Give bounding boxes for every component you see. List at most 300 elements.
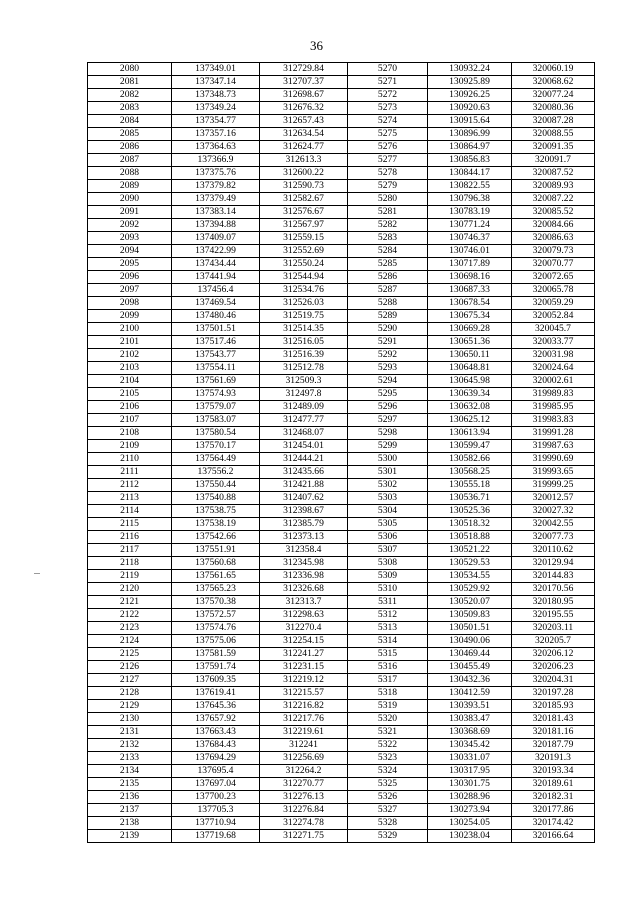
y-coordinate-left: 312219.61 — [260, 726, 348, 739]
x-coordinate-right: 130490.06 — [428, 635, 512, 648]
x-coordinate-left: 137349.01 — [172, 63, 260, 76]
point-number-left: 2133 — [88, 752, 172, 765]
x-coordinate-left: 137719.68 — [172, 830, 260, 843]
table-row — [88, 622, 595, 635]
table-row — [88, 804, 595, 817]
point-number-right: 5291 — [348, 336, 428, 349]
x-coordinate-right: 130432.36 — [428, 674, 512, 687]
y-coordinate-right: 320170.56 — [512, 583, 595, 596]
y-coordinate-left: 312373.13 — [260, 531, 348, 544]
y-coordinate-right: 320065.78 — [512, 284, 595, 297]
y-coordinate-left: 312657.43 — [260, 115, 348, 128]
y-coordinate-right: 320181.16 — [512, 726, 595, 739]
y-coordinate-right: 320187.79 — [512, 739, 595, 752]
y-coordinate-left: 312590.73 — [260, 180, 348, 193]
y-coordinate-right: 320181.43 — [512, 713, 595, 726]
table-row — [88, 336, 595, 349]
y-coordinate-left: 312454.01 — [260, 440, 348, 453]
point-number-left: 2128 — [88, 687, 172, 700]
table-row — [88, 687, 595, 700]
table-row — [88, 128, 595, 141]
y-coordinate-left: 312241.27 — [260, 648, 348, 661]
point-number-right: 5299 — [348, 440, 428, 453]
point-number-right: 5322 — [348, 739, 428, 752]
y-coordinate-right: 320089.93 — [512, 180, 595, 193]
table-row — [88, 245, 595, 258]
x-coordinate-right: 130651.36 — [428, 336, 512, 349]
table-row — [88, 791, 595, 804]
x-coordinate-right: 130771.24 — [428, 219, 512, 232]
y-coordinate-right: 320174.42 — [512, 817, 595, 830]
point-number-left: 2088 — [88, 167, 172, 180]
y-coordinate-left: 312698.67 — [260, 89, 348, 102]
point-number-left: 2138 — [88, 817, 172, 830]
page-number: 36 — [310, 38, 323, 53]
y-coordinate-right: 319983.83 — [512, 414, 595, 427]
table-row — [88, 427, 595, 440]
x-coordinate-left: 137517.46 — [172, 336, 260, 349]
coordinates-table-body — [88, 63, 595, 843]
y-coordinate-right: 320180.95 — [512, 596, 595, 609]
table-row — [88, 505, 595, 518]
x-coordinate-right: 130822.55 — [428, 180, 512, 193]
x-coordinate-right: 130632.08 — [428, 401, 512, 414]
y-coordinate-right: 320084.66 — [512, 219, 595, 232]
point-number-right: 5303 — [348, 492, 428, 505]
table-row — [88, 635, 595, 648]
point-number-right: 5277 — [348, 154, 428, 167]
point-number-left: 2119 — [88, 570, 172, 583]
point-number-right: 5294 — [348, 375, 428, 388]
table-row — [88, 232, 595, 245]
y-coordinate-right: 320052.84 — [512, 310, 595, 323]
x-coordinate-right: 130639.34 — [428, 388, 512, 401]
table-row — [88, 89, 595, 102]
x-coordinate-left: 137542.66 — [172, 531, 260, 544]
y-coordinate-right: 320182.31 — [512, 791, 595, 804]
point-number-right: 5307 — [348, 544, 428, 557]
x-coordinate-left: 137570.17 — [172, 440, 260, 453]
x-coordinate-right: 130599.47 — [428, 440, 512, 453]
x-coordinate-left: 137441.94 — [172, 271, 260, 284]
x-coordinate-left: 137695.4 — [172, 765, 260, 778]
x-coordinate-left: 137609.35 — [172, 674, 260, 687]
point-number-left: 2095 — [88, 258, 172, 271]
x-coordinate-left: 137554.11 — [172, 362, 260, 375]
y-coordinate-right: 320206.12 — [512, 648, 595, 661]
point-number-left: 2126 — [88, 661, 172, 674]
table-row — [88, 609, 595, 622]
x-coordinate-right: 130254.05 — [428, 817, 512, 830]
x-coordinate-right: 130645.98 — [428, 375, 512, 388]
table-row — [88, 661, 595, 674]
point-number-left: 2117 — [88, 544, 172, 557]
x-coordinate-right: 130273.94 — [428, 804, 512, 817]
x-coordinate-left: 137354.77 — [172, 115, 260, 128]
margin-tick-mark — [34, 573, 40, 574]
table-row — [88, 830, 595, 843]
point-number-right: 5312 — [348, 609, 428, 622]
y-coordinate-right: 320144.83 — [512, 570, 595, 583]
x-coordinate-left: 137560.68 — [172, 557, 260, 570]
x-coordinate-right: 130783.19 — [428, 206, 512, 219]
table-row — [88, 271, 595, 284]
x-coordinate-right: 130509.83 — [428, 609, 512, 622]
point-number-left: 2098 — [88, 297, 172, 310]
y-coordinate-right: 320110.62 — [512, 544, 595, 557]
point-number-left: 2096 — [88, 271, 172, 284]
x-coordinate-left: 137572.57 — [172, 609, 260, 622]
y-coordinate-right: 319987.63 — [512, 440, 595, 453]
y-coordinate-left: 312398.67 — [260, 505, 348, 518]
point-number-right: 5324 — [348, 765, 428, 778]
x-coordinate-right: 130746.01 — [428, 245, 512, 258]
point-number-right: 5272 — [348, 89, 428, 102]
y-coordinate-right: 320177.86 — [512, 804, 595, 817]
table-row — [88, 557, 595, 570]
x-coordinate-left: 137619.41 — [172, 687, 260, 700]
y-coordinate-right: 320166.64 — [512, 830, 595, 843]
point-number-left: 2091 — [88, 206, 172, 219]
y-coordinate-right: 320088.55 — [512, 128, 595, 141]
point-number-left: 2104 — [88, 375, 172, 388]
y-coordinate-right: 320197.28 — [512, 687, 595, 700]
table-row — [88, 518, 595, 531]
table-row — [88, 349, 595, 362]
y-coordinate-right: 319990.69 — [512, 453, 595, 466]
x-coordinate-left: 137564.49 — [172, 453, 260, 466]
x-coordinate-left: 137591.74 — [172, 661, 260, 674]
x-coordinate-right: 130698.16 — [428, 271, 512, 284]
point-number-left: 2132 — [88, 739, 172, 752]
point-number-left: 2118 — [88, 557, 172, 570]
table-row — [88, 297, 595, 310]
x-coordinate-right: 130613.94 — [428, 427, 512, 440]
table-row — [88, 401, 595, 414]
point-number-right: 5285 — [348, 258, 428, 271]
x-coordinate-right: 130678.54 — [428, 297, 512, 310]
x-coordinate-left: 137705.3 — [172, 804, 260, 817]
x-coordinate-right: 130501.51 — [428, 622, 512, 635]
x-coordinate-right: 130525.36 — [428, 505, 512, 518]
point-number-right: 5316 — [348, 661, 428, 674]
y-coordinate-left: 312477.77 — [260, 414, 348, 427]
y-coordinate-left: 312576.67 — [260, 206, 348, 219]
x-coordinate-left: 137583.07 — [172, 414, 260, 427]
x-coordinate-left: 137645.36 — [172, 700, 260, 713]
point-number-right: 5308 — [348, 557, 428, 570]
y-coordinate-right: 320087.52 — [512, 167, 595, 180]
y-coordinate-left: 312270.77 — [260, 778, 348, 791]
table-row — [88, 479, 595, 492]
point-number-right: 5309 — [348, 570, 428, 583]
x-coordinate-left: 137551.91 — [172, 544, 260, 557]
x-coordinate-right: 130925.89 — [428, 76, 512, 89]
point-number-right: 5282 — [348, 219, 428, 232]
y-coordinate-right: 320077.24 — [512, 89, 595, 102]
point-number-left: 2134 — [88, 765, 172, 778]
x-coordinate-right: 130920.63 — [428, 102, 512, 115]
table-row — [88, 583, 595, 596]
x-coordinate-right: 130717.89 — [428, 258, 512, 271]
x-coordinate-left: 137347.14 — [172, 76, 260, 89]
y-coordinate-right: 320079.73 — [512, 245, 595, 258]
x-coordinate-right: 130534.55 — [428, 570, 512, 583]
table-row — [88, 206, 595, 219]
x-coordinate-left: 137364.63 — [172, 141, 260, 154]
point-number-right: 5284 — [348, 245, 428, 258]
y-coordinate-right: 320091.35 — [512, 141, 595, 154]
point-number-left: 2136 — [88, 791, 172, 804]
point-number-left: 2094 — [88, 245, 172, 258]
y-coordinate-left: 312512.78 — [260, 362, 348, 375]
x-coordinate-left: 137561.65 — [172, 570, 260, 583]
y-coordinate-right: 320027.32 — [512, 505, 595, 518]
y-coordinate-right: 320204.31 — [512, 674, 595, 687]
table-row — [88, 440, 595, 453]
y-coordinate-left: 312217.76 — [260, 713, 348, 726]
x-coordinate-right: 130412.59 — [428, 687, 512, 700]
table-row — [88, 154, 595, 167]
x-coordinate-right: 130932.24 — [428, 63, 512, 76]
y-coordinate-left: 312254.15 — [260, 635, 348, 648]
point-number-right: 5314 — [348, 635, 428, 648]
table-row — [88, 817, 595, 830]
point-number-right: 5297 — [348, 414, 428, 427]
table-row — [88, 63, 595, 76]
x-coordinate-right: 130288.96 — [428, 791, 512, 804]
y-coordinate-left: 312336.98 — [260, 570, 348, 583]
y-coordinate-left: 312729.84 — [260, 63, 348, 76]
point-number-right: 5271 — [348, 76, 428, 89]
point-number-right: 5323 — [348, 752, 428, 765]
x-coordinate-right: 130555.18 — [428, 479, 512, 492]
y-coordinate-left: 312634.54 — [260, 128, 348, 141]
y-coordinate-right: 320070.77 — [512, 258, 595, 271]
y-coordinate-left: 312552.69 — [260, 245, 348, 258]
x-coordinate-left: 137543.77 — [172, 349, 260, 362]
x-coordinate-right: 130331.07 — [428, 752, 512, 765]
table-row — [88, 375, 595, 388]
point-number-left: 2109 — [88, 440, 172, 453]
point-number-left: 2100 — [88, 323, 172, 336]
y-coordinate-left: 312274.78 — [260, 817, 348, 830]
x-coordinate-right: 130796.38 — [428, 193, 512, 206]
point-number-right: 5310 — [348, 583, 428, 596]
y-coordinate-left: 312516.39 — [260, 349, 348, 362]
x-coordinate-left: 137710.94 — [172, 817, 260, 830]
point-number-right: 5325 — [348, 778, 428, 791]
point-number-right: 5280 — [348, 193, 428, 206]
x-coordinate-left: 137348.73 — [172, 89, 260, 102]
x-coordinate-right: 130669.28 — [428, 323, 512, 336]
x-coordinate-right: 130864.97 — [428, 141, 512, 154]
point-number-right: 5304 — [348, 505, 428, 518]
table-row — [88, 531, 595, 544]
point-number-left: 2080 — [88, 63, 172, 76]
y-coordinate-left: 312707.37 — [260, 76, 348, 89]
point-number-left: 2120 — [88, 583, 172, 596]
point-number-left: 2108 — [88, 427, 172, 440]
table-row — [88, 466, 595, 479]
table-row — [88, 115, 595, 128]
x-coordinate-right: 130926.25 — [428, 89, 512, 102]
point-number-left: 2127 — [88, 674, 172, 687]
point-number-right: 5286 — [348, 271, 428, 284]
point-number-left: 2110 — [88, 453, 172, 466]
x-coordinate-right: 130746.37 — [428, 232, 512, 245]
x-coordinate-right: 130896.99 — [428, 128, 512, 141]
point-number-left: 2102 — [88, 349, 172, 362]
x-coordinate-right: 130625.12 — [428, 414, 512, 427]
x-coordinate-right: 130520.07 — [428, 596, 512, 609]
point-number-left: 2129 — [88, 700, 172, 713]
x-coordinate-left: 137700.23 — [172, 791, 260, 804]
y-coordinate-left: 312215.57 — [260, 687, 348, 700]
point-number-left: 2125 — [88, 648, 172, 661]
y-coordinate-left: 312219.12 — [260, 674, 348, 687]
table-row — [88, 141, 595, 154]
y-coordinate-left: 312264.2 — [260, 765, 348, 778]
x-coordinate-right: 130393.51 — [428, 700, 512, 713]
point-number-right: 5311 — [348, 596, 428, 609]
x-coordinate-left: 137394.88 — [172, 219, 260, 232]
table-row — [88, 362, 595, 375]
point-number-right: 5300 — [348, 453, 428, 466]
y-coordinate-left: 312567.97 — [260, 219, 348, 232]
table-row — [88, 713, 595, 726]
x-coordinate-left: 137565.23 — [172, 583, 260, 596]
point-number-left: 2105 — [88, 388, 172, 401]
point-number-left: 2139 — [88, 830, 172, 843]
table-row — [88, 752, 595, 765]
point-number-right: 5289 — [348, 310, 428, 323]
point-number-left: 2084 — [88, 115, 172, 128]
x-coordinate-left: 137574.93 — [172, 388, 260, 401]
x-coordinate-right: 130529.92 — [428, 583, 512, 596]
y-coordinate-right: 320206.23 — [512, 661, 595, 674]
point-number-left: 2114 — [88, 505, 172, 518]
table-row — [88, 388, 595, 401]
point-number-left: 2123 — [88, 622, 172, 635]
x-coordinate-left: 137575.06 — [172, 635, 260, 648]
point-number-right: 5275 — [348, 128, 428, 141]
y-coordinate-left: 312435.66 — [260, 466, 348, 479]
y-coordinate-left: 312516.05 — [260, 336, 348, 349]
table-row — [88, 284, 595, 297]
table-row — [88, 258, 595, 271]
point-number-left: 2135 — [88, 778, 172, 791]
point-number-left: 2121 — [88, 596, 172, 609]
x-coordinate-left: 137366.9 — [172, 154, 260, 167]
point-number-left: 2099 — [88, 310, 172, 323]
y-coordinate-left: 312271.75 — [260, 830, 348, 843]
point-number-left: 2116 — [88, 531, 172, 544]
y-coordinate-left: 312241 — [260, 739, 348, 752]
point-number-right: 5283 — [348, 232, 428, 245]
y-coordinate-right: 320045.7 — [512, 323, 595, 336]
table-row — [88, 310, 595, 323]
x-coordinate-left: 137501.51 — [172, 323, 260, 336]
y-coordinate-right: 320193.34 — [512, 765, 595, 778]
point-number-right: 5293 — [348, 362, 428, 375]
point-number-right: 5288 — [348, 297, 428, 310]
y-coordinate-left: 312444.21 — [260, 453, 348, 466]
x-coordinate-right: 130650.11 — [428, 349, 512, 362]
y-coordinate-left: 312385.79 — [260, 518, 348, 531]
y-coordinate-right: 320085.52 — [512, 206, 595, 219]
x-coordinate-left: 137581.59 — [172, 648, 260, 661]
y-coordinate-right: 319993.65 — [512, 466, 595, 479]
x-coordinate-left: 137379.49 — [172, 193, 260, 206]
y-coordinate-left: 312676.32 — [260, 102, 348, 115]
y-coordinate-right: 320068.62 — [512, 76, 595, 89]
table-row — [88, 492, 595, 505]
y-coordinate-right: 320205.7 — [512, 635, 595, 648]
point-number-left: 2111 — [88, 466, 172, 479]
y-coordinate-left: 312231.15 — [260, 661, 348, 674]
y-coordinate-right: 319991.28 — [512, 427, 595, 440]
point-number-left: 2083 — [88, 102, 172, 115]
y-coordinate-right: 320191.3 — [512, 752, 595, 765]
x-coordinate-right: 130648.81 — [428, 362, 512, 375]
table-row — [88, 596, 595, 609]
point-number-left: 2112 — [88, 479, 172, 492]
point-number-left: 2115 — [88, 518, 172, 531]
point-number-right: 5295 — [348, 388, 428, 401]
y-coordinate-left: 312600.22 — [260, 167, 348, 180]
point-number-left: 2103 — [88, 362, 172, 375]
y-coordinate-left: 312326.68 — [260, 583, 348, 596]
point-number-right: 5301 — [348, 466, 428, 479]
y-coordinate-left: 312526.03 — [260, 297, 348, 310]
x-coordinate-left: 137538.75 — [172, 505, 260, 518]
y-coordinate-left: 312544.94 — [260, 271, 348, 284]
point-number-left: 2107 — [88, 414, 172, 427]
y-coordinate-left: 312276.13 — [260, 791, 348, 804]
y-coordinate-right: 320195.55 — [512, 609, 595, 622]
y-coordinate-left: 312582.67 — [260, 193, 348, 206]
table-row — [88, 453, 595, 466]
x-coordinate-left: 137663.43 — [172, 726, 260, 739]
point-number-right: 5321 — [348, 726, 428, 739]
y-coordinate-right: 320033.77 — [512, 336, 595, 349]
table-row — [88, 193, 595, 206]
point-number-left: 2092 — [88, 219, 172, 232]
x-coordinate-right: 130518.88 — [428, 531, 512, 544]
x-coordinate-right: 130521.22 — [428, 544, 512, 557]
x-coordinate-left: 137697.04 — [172, 778, 260, 791]
x-coordinate-right: 130518.32 — [428, 518, 512, 531]
point-number-right: 5302 — [348, 479, 428, 492]
point-number-right: 5318 — [348, 687, 428, 700]
y-coordinate-right: 320002.61 — [512, 375, 595, 388]
point-number-right: 5306 — [348, 531, 428, 544]
y-coordinate-left: 312497.8 — [260, 388, 348, 401]
y-coordinate-right: 320086.63 — [512, 232, 595, 245]
point-number-left: 2090 — [88, 193, 172, 206]
y-coordinate-right: 320072.65 — [512, 271, 595, 284]
x-coordinate-left: 137349.24 — [172, 102, 260, 115]
y-coordinate-left: 312514.35 — [260, 323, 348, 336]
point-number-right: 5329 — [348, 830, 428, 843]
y-coordinate-left: 312256.69 — [260, 752, 348, 765]
x-coordinate-right: 130317.95 — [428, 765, 512, 778]
point-number-right: 5327 — [348, 804, 428, 817]
y-coordinate-right: 320129.94 — [512, 557, 595, 570]
table-row — [88, 76, 595, 89]
y-coordinate-left: 312407.62 — [260, 492, 348, 505]
